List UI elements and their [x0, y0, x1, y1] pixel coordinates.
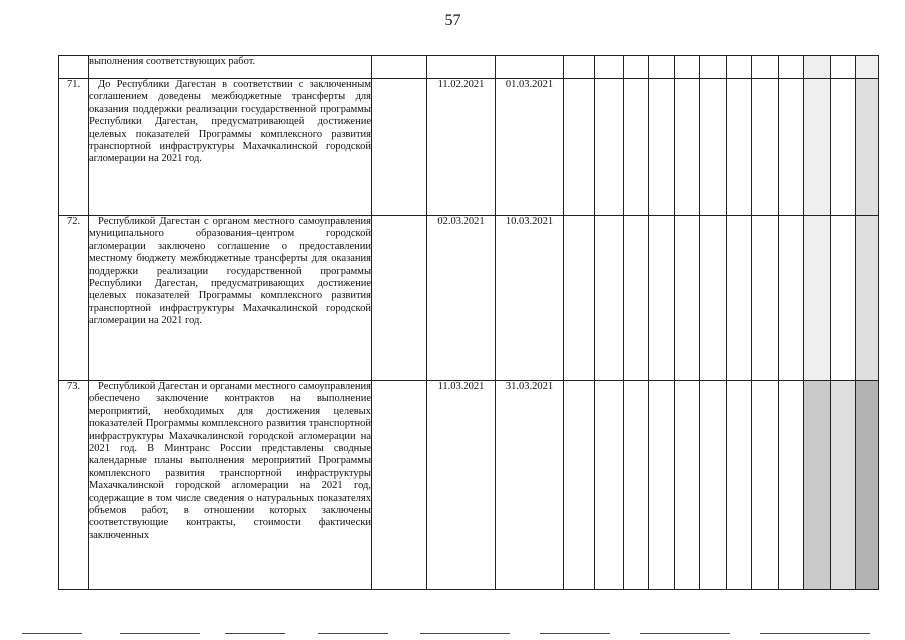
- scan-edge-line: [318, 633, 388, 634]
- scan-edge-line: [22, 633, 82, 634]
- start-date: 11.03.2021: [427, 381, 496, 590]
- start-date: 02.03.2021: [427, 216, 496, 381]
- row-number: [59, 56, 89, 79]
- row-number: 71.: [59, 79, 89, 216]
- scan-edge-line: [225, 633, 285, 634]
- table-row: [59, 56, 879, 79]
- row-description: Республикой Дагестан с органом местного самоуправления муниципального образования–центром городской агломерации заключено соглашение о предоставлении местному бюджету межбюджетные трансферты для оказания поддержки реализации государственной программы Республики Дагестан, предусматривающих достижение целевых показателей Программы комплексного развития транспортной инфраструктуры Махачкалинской городской агломерации на 2021 год.: [89, 216, 372, 381]
- scan-edge-line: [420, 633, 510, 634]
- table-row: [59, 79, 879, 216]
- table-row: [59, 216, 879, 381]
- table-row: [59, 381, 879, 590]
- row-number: 72.: [59, 216, 89, 381]
- scan-edge-line: [760, 633, 870, 634]
- row-description: Республикой Дагестан и органами местного самоуправления обеспечено заключение контрактов на выполнение мероприятий, необходимых для достижения целевых показателей Программы комплексного развития транспортной инфраструктуры Махачкалинской городской агломерации на 2021 год. В Минтранс России представлены сводные календарные планы выполнения мероприятий Программы комплексного развития транспортной инфраструктуры Махачкалинской городской агломерации на 2021 год, содержащие в том числе сведения о натуральных показателях объемов работ, в отношении которых заключены соответствующие контракты, стоимости фактически заключенных: [89, 381, 372, 590]
- row-description: выполнения соответствующих работ.: [89, 56, 372, 79]
- end-date: 01.03.2021: [496, 79, 564, 216]
- start-date: 11.02.2021: [427, 79, 496, 216]
- row-description: До Республики Дагестан в соответствии с заключенным соглашением доведены межбюджетные трансферты для оказания поддержки реализации государственной программы Республики Дагестан, предусматривающей достижение целевых показателей Программы комплексного развития транспортной инфраструктуры Махачкалинской городской агломерации на 2021 год.: [89, 79, 372, 216]
- end-date: [496, 56, 564, 79]
- start-date: [427, 56, 496, 79]
- end-date: 31.03.2021: [496, 381, 564, 590]
- scan-edge-line: [640, 633, 730, 634]
- plan-table: [58, 55, 879, 590]
- row-number: 73.: [59, 381, 89, 590]
- end-date: 10.03.2021: [496, 216, 564, 381]
- page-number: 57: [444, 12, 461, 29]
- scan-edge-line: [540, 633, 610, 634]
- scan-edge-line: [120, 633, 200, 634]
